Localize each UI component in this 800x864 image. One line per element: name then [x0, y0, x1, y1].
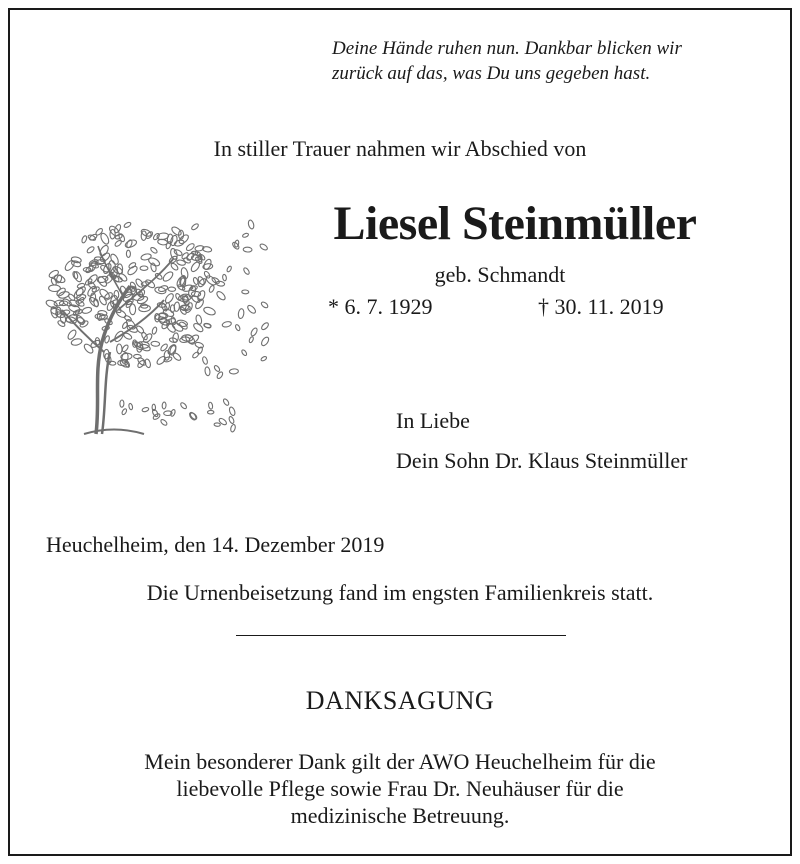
signature-greeting: In Liebe: [396, 408, 470, 433]
obituary-frame: [8, 8, 792, 856]
maiden-name: geb. Schmandt: [434, 262, 566, 287]
place-date: Heuchelheim, den 14. Dezember 2019: [46, 532, 385, 557]
thanks-line-1: Mein besonderer Dank gilt der AWO Heuchelheim für die: [144, 749, 656, 774]
quote-line-2: zurück auf das, was Du uns gegeben hast.: [332, 63, 651, 84]
intro-text: In stiller Trauer nahmen wir Abschied von: [213, 136, 587, 161]
thanks-line-3: medizinische Betreuung.: [290, 803, 510, 828]
memorial-quote: [332, 36, 772, 86]
divider-line: [236, 635, 566, 636]
deceased-name: Liesel Steinmüller: [333, 197, 697, 250]
thanks-title: DANKSAGUNG: [305, 686, 495, 715]
death-date: † 30. 11. 2019: [538, 294, 664, 319]
burial-note: Die Urnenbeisetzung fand im engsten Familienkreis statt.: [146, 580, 654, 605]
quote-line-1: Deine Hände ruhen nun. Dankbar blicken wir: [332, 38, 682, 59]
signature-name: Dein Sohn Dr. Klaus Steinmüller: [396, 448, 688, 473]
tree-leaves-icon: [44, 202, 274, 438]
thanks-line-2: liebevolle Pflege sowie Frau Dr. Neuhäuser für die: [176, 776, 624, 801]
birth-date: * 6. 7. 1929: [328, 294, 433, 319]
thanks-text: [50, 748, 750, 829]
